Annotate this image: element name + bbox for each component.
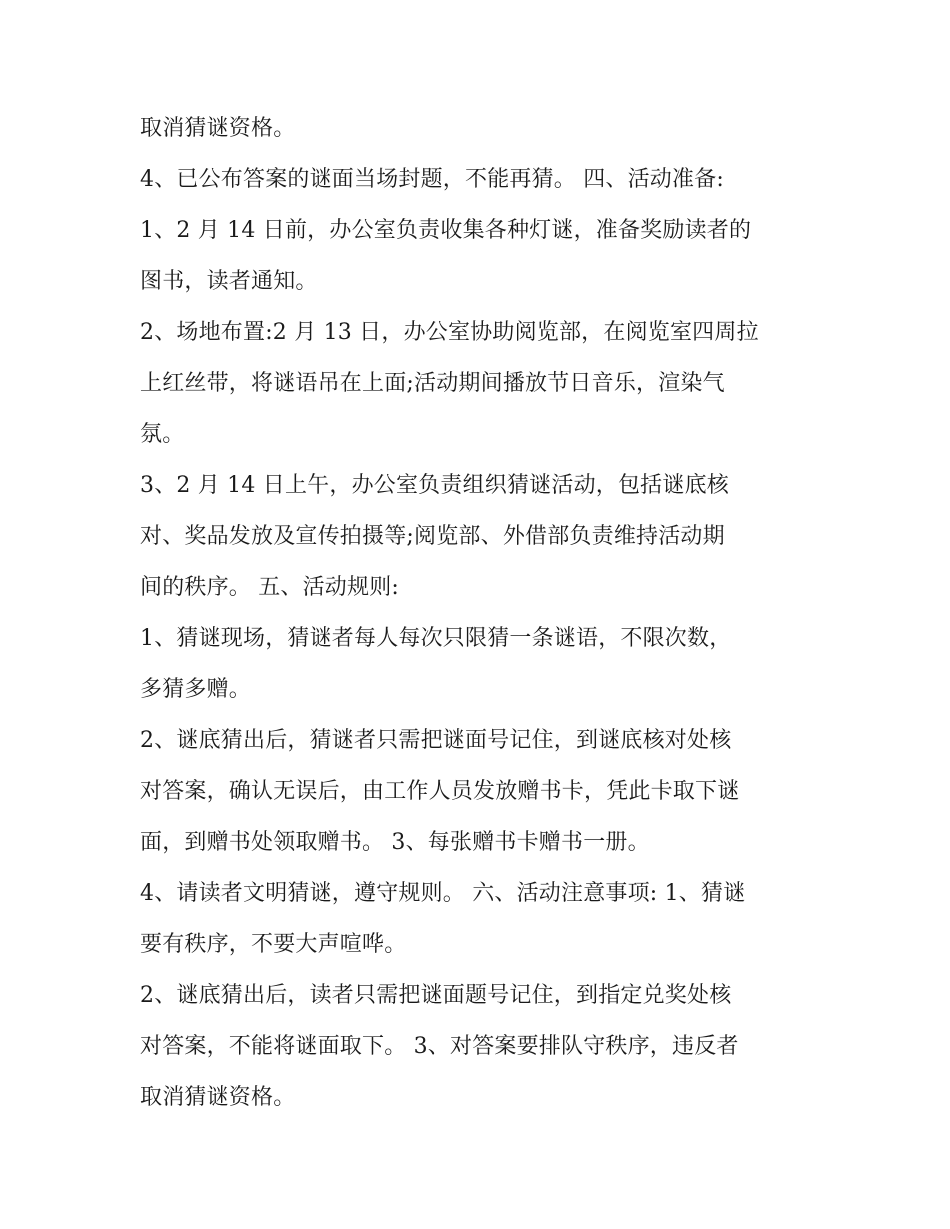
text-line: 4、请读者文明猜谜，遵守规则。 六、活动注意事项: 1、猜谜 bbox=[140, 881, 746, 906]
text-line: 1、2 月 14 日前，办公室负责收集各种灯谜，准备奖励读者的 bbox=[140, 218, 752, 243]
text-line: 对答案，确认无误后，由工作人员发放赠书卡，凭此卡取下谜 bbox=[140, 779, 740, 804]
text-line: 氛。 bbox=[140, 422, 185, 447]
text-line: 对、奖品发放及宣传拍摄等;阅览部、外借部负责维持活动期 bbox=[140, 524, 725, 549]
text-line: 2、谜底猜出后，读者只需把谜面题号记住，到指定兑奖处核 bbox=[140, 983, 732, 1008]
text-line: 对答案，不能将谜面取下。 3、对答案要排队守秩序，违反者 bbox=[140, 1034, 739, 1059]
text-line: 要有秩序，不要大声喧哗。 bbox=[140, 932, 407, 957]
text-line: 多猜多赠。 bbox=[140, 677, 252, 702]
text-line: 2、场地布置:2 月 13 日，办公室协助阅览部，在阅览室四周拉 bbox=[140, 320, 759, 345]
text-line: 2、谜底猜出后，猜谜者只需把谜面号记住，到谜底核对处核 bbox=[140, 728, 732, 753]
text-line: 3、2 月 14 日上午，办公室负责组织猜谜活动，包括谜底核 bbox=[140, 473, 729, 498]
text-line: 面，到赠书处领取赠书。 3、每张赠书卡赠书一册。 bbox=[140, 830, 650, 855]
text-line: 图书，读者通知。 bbox=[140, 269, 318, 294]
text-line: 间的秩序。 五、活动规则: bbox=[140, 575, 400, 600]
text-line: 1、猜谜现场，猜谜者每人每次只限猜一条谜语，不限次数， bbox=[140, 626, 732, 651]
document-body bbox=[140, 108, 820, 1128]
text-line: 取消猜谜资格。 bbox=[140, 116, 296, 141]
text-line: 上红丝带，将谜语吊在上面;活动期间播放节日音乐，渲染气 bbox=[140, 371, 725, 396]
text-line: 取消猜谜资格。 bbox=[140, 1085, 296, 1110]
text-line: 4、已公布答案的谜面当场封题，不能再猜。 四、活动准备: bbox=[140, 167, 725, 192]
